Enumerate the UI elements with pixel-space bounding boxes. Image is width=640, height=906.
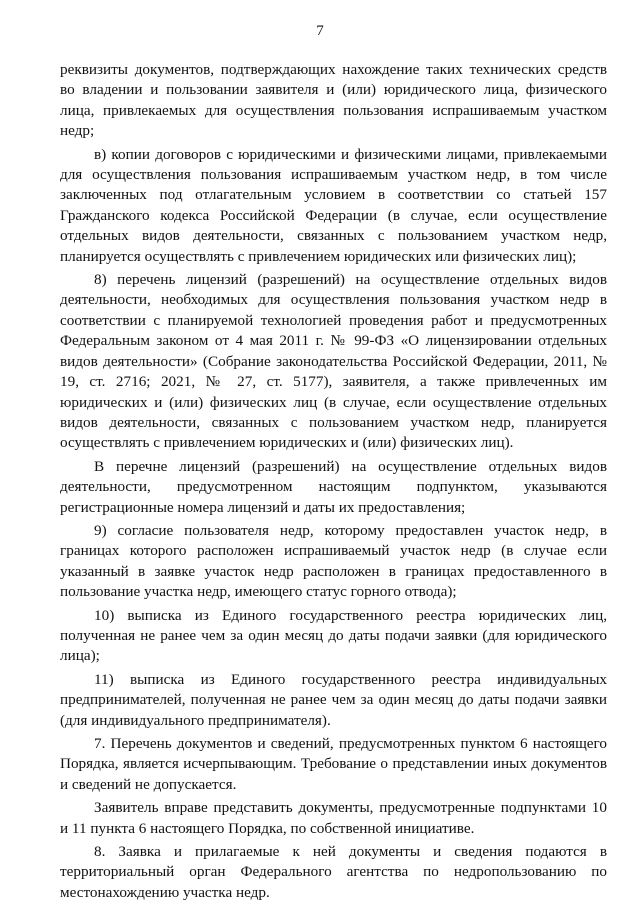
paragraph-own-initiative: Заявитель вправе представить документы, предусмотренные подпунктами 10 и 11 пункта 6 настоящего Порядка, по собственной инициативе. — [60, 799, 607, 837]
paragraph-item-11: 11) выписка из Единого государственного реестра индивидуальных предпринимателей, полученная не ранее чем за один месяц до даты подачи заявки (для индивидуального предпринимателя). — [60, 670, 607, 729]
paragraph-clause-8: 8. Заявка и прилагаемые к ней документы и сведения подаются в территориальный орган Федерального агентства по недропользованию по местонахождению участка недр. — [60, 843, 607, 901]
paragraph-license-list-note: В перечне лицензий (разрешений) на осуществление отдельных видов деятельности, предусмотренном настоящим подпунктом, указываются регистрационные номера лицензий и даты их предоставления; — [60, 457, 607, 516]
paragraph-item-10: 10) выписка из Единого государственного реестра юридических лиц, полученная не ранее чем за один месяц до даты подачи заявки (для юридического лица); — [60, 606, 607, 665]
paragraph-clause-7: 7. Перечень документов и сведений, предусмотренных пунктом 6 настоящего Порядка, является исчерпывающим. Требование о представлении иных документов и сведений не допускается. — [60, 735, 607, 793]
page-number: 7 — [316, 23, 324, 39]
document-body — [60, 60, 607, 906]
paragraph-item-9: 9) согласие пользователя недр, которому предоставлен участок недр, в границах которого расположен испрашиваемый участок недр (в случае если указанный в заявке участок недр расположен в границах предоставленного в пользование участка недр, имеющего статус горного отвода); — [60, 521, 607, 601]
paragraph-subitem-v: в) копии договоров с юридическими и физическими лицами, привлекаемыми для осуществления пользования испрашиваемым участком недр, в том числе заключенных под отлагательным условием в соответствии со статьей 157 Гражданского кодекса Российской Федерации (в случае, если осуществление отдельных видов деятельности, связанных с пользованием участком недр, планируется осуществлять с привлечением юридических или физических лиц); — [60, 145, 607, 265]
paragraph-continuation: реквизиты документов, подтверждающих нахождение таких технических средств во владении и пользовании заявителя и (или) юридического лица, физического лица, привлекаемых для осуществления пользования испрашиваемым участком недр; — [60, 61, 607, 140]
paragraph-item-8: 8) перечень лицензий (разрешений) на осуществление отдельных видов деятельности, необходимых для осуществления пользования участком недр в соответствии с планируемой технологией проведения работ и предусмотренных Федеральным законом от 4 мая 2011 г. № 99-ФЗ «О лицензировании отдельных видов деятельности» (Собрание законодательства Российской Федерации, 2011, № 19, ст. 2716; 2021, № 27, ст. 5177), заявителя, а также привлеченных им юридических и (или) физических лиц (в случае, если осуществление отдельных видов деятельности, связанных с пользованием участком недр, планируется осуществлять с привлечением юридических и (или) физических лиц). — [60, 271, 607, 452]
